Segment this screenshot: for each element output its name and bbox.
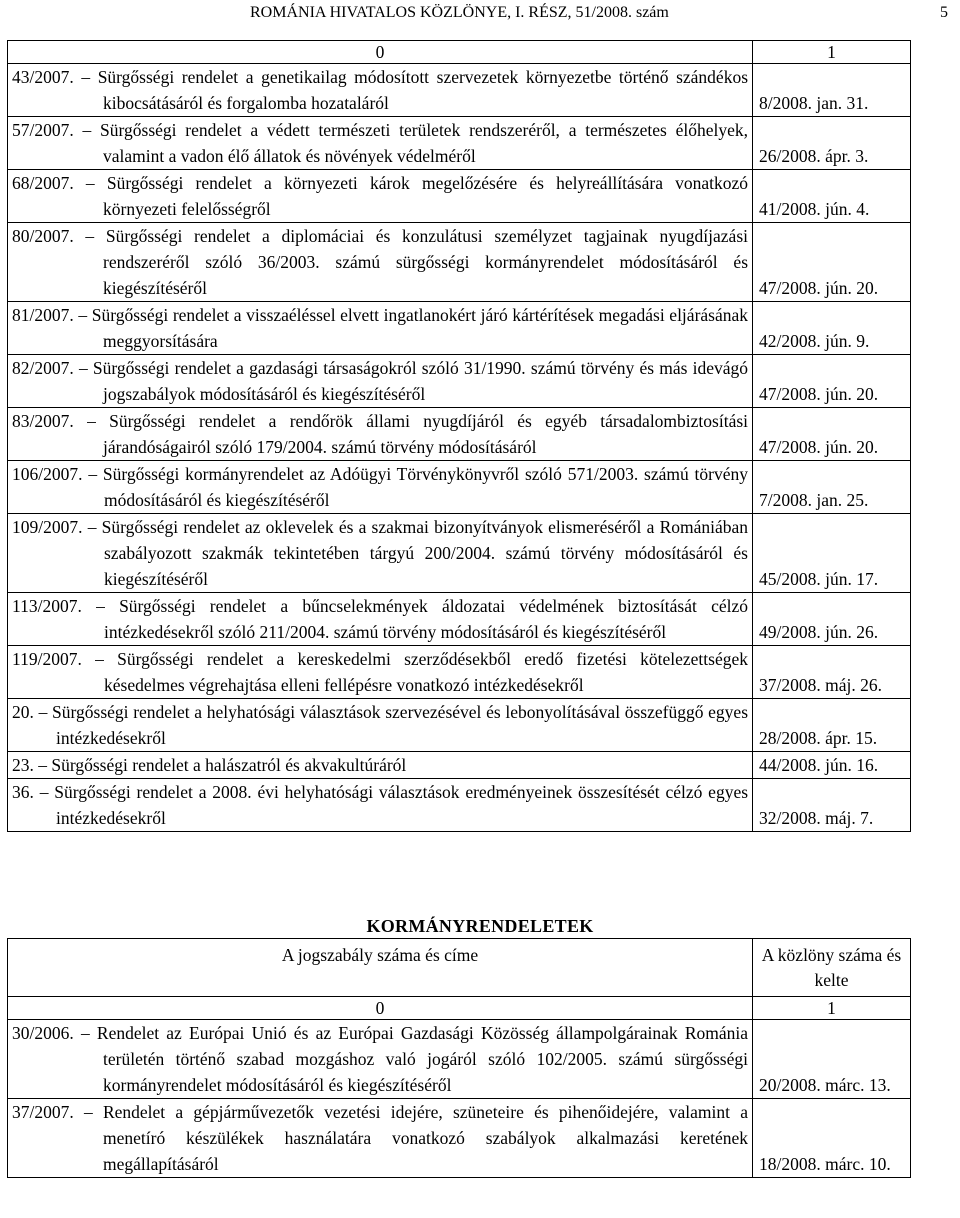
act-number: 81/2007.	[12, 305, 74, 325]
gazette-reference: 44/2008. jún. 16.	[753, 752, 911, 779]
column-number-row	[8, 41, 911, 64]
entry-text-block	[12, 461, 748, 513]
gazette-reference: 47/2008. jún. 20.	[753, 408, 911, 461]
entry-cell	[8, 461, 753, 514]
entry-dash: –	[78, 358, 88, 378]
table-row	[8, 461, 911, 514]
section-title: KORMÁNYRENDELETEK	[366, 916, 594, 936]
act-title: Sürgősségi rendelet a védett természeti területek rendszeréről, a természetes élőhelyek, valamint a vadon élő állatok és növények védelméről	[100, 120, 749, 166]
act-title: Sürgősségi rendelet a genetikailag módosított szervezetek környezetbe történő szándékos kibocsátásáról és forgalomba hozataláról	[97, 67, 749, 113]
page-header	[0, 4, 960, 30]
entry-cell	[8, 302, 753, 355]
act-number: 80/2007.	[12, 226, 74, 246]
entry-text-block	[12, 170, 748, 222]
table-row	[8, 355, 911, 408]
table-row	[8, 779, 911, 832]
column-number-0: 0	[8, 41, 753, 64]
gazette-reference: 18/2008. márc. 10.	[753, 1099, 911, 1178]
act-title: Rendelet a gépjárművezetők vezetési idejére, szüneteire és pihenőidejére, valamint a menetíró készülékek használatára vonatkozó szabályok alkalmazási keretének megállapításáról	[102, 1102, 748, 1174]
entry-dash: –	[82, 120, 92, 140]
act-title: Rendelet az Európai Unió és az Európai Gazdasági Közösség állampolgárainak Románia területén történő szabad mozgáshoz való jogáról szóló 102/2005. számú sürgősségi kormányrendelet módosításáról és kiegészítéséről	[96, 1023, 749, 1095]
header-gazette-column: A közlöny száma és kelte	[753, 939, 911, 997]
gazette-reference: 45/2008. jún. 17.	[753, 514, 911, 593]
entry-dash: –	[96, 596, 105, 616]
page-number: 5	[940, 4, 948, 21]
act-number: 106/2007.	[12, 464, 83, 484]
entry-cell	[8, 646, 753, 699]
government-ordinances-table-body	[8, 939, 911, 1178]
table-row	[8, 1020, 911, 1099]
entry-text-block	[12, 646, 748, 698]
gazette-reference: 20/2008. márc. 13.	[753, 1020, 911, 1099]
table-row	[8, 514, 911, 593]
column-number-0: 0	[8, 997, 753, 1020]
entry-cell	[8, 117, 753, 170]
act-title: Sürgősségi rendelet a halászatról és akvakultúráról	[51, 755, 407, 775]
entry-dash: –	[85, 226, 95, 246]
entry-text-block	[12, 1020, 748, 1098]
table-row	[8, 170, 911, 223]
gazette-title: ROMÁNIA HIVATALOS KÖZLÖNYE, I. RÉSZ, 51/2008. szám	[250, 4, 669, 21]
gazette-reference: 47/2008. jún. 20.	[753, 355, 911, 408]
entry-text-block	[12, 1099, 748, 1177]
entry-text-block	[12, 593, 748, 645]
column-number-1: 1	[753, 41, 911, 64]
act-number: 37/2007.	[12, 1102, 74, 1122]
act-number: 23.	[12, 755, 34, 775]
table-row	[8, 117, 911, 170]
act-number: 119/2007.	[12, 649, 82, 669]
act-title: Sürgősségi rendelet a bűncselekmények áldozatai védelmének biztosítását célzó intézkedésekről szóló 211/2004. számú törvény módosításáról és kiegészítéséről	[104, 596, 748, 642]
table-row	[8, 699, 911, 752]
entry-dash: –	[87, 517, 97, 537]
entry-cell	[8, 699, 753, 752]
entry-cell	[8, 408, 753, 461]
act-number: 82/2007.	[12, 358, 74, 378]
table-row	[8, 408, 911, 461]
column-number-1: 1	[753, 997, 911, 1020]
gazette-reference: 26/2008. ápr. 3.	[753, 117, 911, 170]
table-row	[8, 1099, 911, 1178]
act-number: 43/2007.	[12, 67, 74, 87]
entry-cell	[8, 593, 753, 646]
table-row	[8, 64, 911, 117]
gazette-reference: 8/2008. jan. 31.	[753, 64, 911, 117]
ordinances-table	[7, 40, 911, 832]
entry-dash: –	[81, 67, 91, 87]
entry-text-block	[12, 355, 748, 407]
entry-text-block	[12, 223, 748, 301]
table-row	[8, 223, 911, 302]
gazette-reference: 32/2008. máj. 7.	[753, 779, 911, 832]
gazette-reference: 37/2008. máj. 26.	[753, 646, 911, 699]
act-title: Sürgősségi rendelet a helyhatósági választások szervezésével és lebonyolításával összefüggő egyes intézkedésekről	[52, 702, 749, 748]
act-title: Sürgősségi rendelet az oklevelek és a szakmai bizonyítványok elismeréséről a Romániában szabályozott szakmák tekintetében tárgyú 200/2004. számú törvény módosításáról és kiegészítéséről	[101, 517, 749, 589]
act-title: Sürgősségi rendelet a rendőrök állami nyugdíjáról és egyéb társadalombiztosítási járandóságairól szóló 179/2004. számú törvény módosításáról	[103, 411, 749, 457]
ordinances-table-body	[8, 41, 911, 832]
act-number: 83/2007.	[12, 411, 74, 431]
gazette-reference: 28/2008. ápr. 15.	[753, 699, 911, 752]
entry-cell	[8, 170, 753, 223]
entry-cell	[8, 64, 753, 117]
entry-text-block	[12, 117, 748, 169]
act-title: Sürgősségi rendelet a környezeti károk megelőzésére és helyreállítására vonatkozó környezeti felelősségről	[103, 173, 749, 219]
act-number: 109/2007.	[12, 517, 83, 537]
gazette-reference: 42/2008. jún. 9.	[753, 302, 911, 355]
entry-cell	[8, 752, 753, 779]
entry-cell	[8, 514, 753, 593]
gazette-reference: 41/2008. jún. 4.	[753, 170, 911, 223]
table-row	[8, 752, 911, 779]
table-row	[8, 646, 911, 699]
act-title: Sürgősségi rendelet a diplomáciai és konzulátusi személyzet tagjainak nyugdíjazási rendszeréről szóló 36/2003. számú sürgősségi kormányrendelet módosításáról és kiegészítéséről	[103, 226, 748, 298]
entry-cell	[8, 1020, 753, 1099]
act-number: 113/2007.	[12, 596, 82, 616]
entry-dash: –	[83, 1102, 93, 1122]
entry-text-block	[12, 779, 748, 831]
entry-dash: –	[38, 755, 47, 775]
government-ordinances-table	[7, 938, 911, 1178]
act-number: 57/2007.	[12, 120, 74, 140]
act-number: 30/2006.	[12, 1023, 74, 1043]
entry-dash: –	[85, 173, 95, 193]
act-number: 20.	[12, 702, 34, 722]
entry-text-block	[12, 64, 748, 116]
entry-dash: –	[88, 464, 98, 484]
gazette-reference: 49/2008. jún. 26.	[753, 593, 911, 646]
gazette-reference: 47/2008. jún. 20.	[753, 223, 911, 302]
entry-text-block	[12, 699, 748, 751]
entry-dash: –	[80, 1023, 90, 1043]
entry-dash: –	[38, 702, 48, 722]
table-row	[8, 593, 911, 646]
entry-cell	[8, 779, 753, 832]
column-number-row	[8, 997, 911, 1020]
entry-text-block	[12, 408, 748, 460]
act-number: 36.	[12, 782, 34, 802]
entry-dash: –	[87, 411, 96, 431]
entry-cell	[8, 1099, 753, 1178]
act-number: 68/2007.	[12, 173, 74, 193]
act-title: Sürgősségi rendelet a 2008. évi helyhatósági választások eredményeinek összesítését célzó egyes intézkedésekről	[54, 782, 749, 828]
entry-dash: –	[39, 782, 49, 802]
table-row	[8, 302, 911, 355]
act-title: Sürgősségi rendelet a visszaéléssel elvett ingatlanokért járó kártérítések megadási eljárásának meggyorsítására	[91, 305, 749, 351]
entry-cell	[8, 223, 753, 302]
entry-text-block	[12, 302, 748, 354]
act-title: Sürgősségi rendelet a kereskedelmi szerződésekből eredő fizetési kötelezettségek késedelmes végrehajtása elleni fellépésre vonatkozó intézkedésekről	[104, 649, 749, 695]
act-title: Sürgősségi kormányrendelet az Adóügyi Törvénykönyvről szóló 571/2003. számú törvény módosításáról és kiegészítéséről	[102, 464, 748, 510]
entry-dash: –	[95, 649, 104, 669]
header-title-column: A jogszabály száma és címe	[8, 939, 753, 997]
entry-cell	[8, 355, 753, 408]
entry-dash: –	[78, 305, 88, 325]
header-row	[8, 939, 911, 997]
gazette-reference: 7/2008. jan. 25.	[753, 461, 911, 514]
act-title: Sürgősségi rendelet a gazdasági társaságokról szóló 31/1990. számú törvény és más idevágó jogszabályok módosításáról és kiegészítéséről	[92, 358, 749, 404]
entry-text-block	[12, 752, 748, 778]
entry-text-block	[12, 514, 748, 592]
